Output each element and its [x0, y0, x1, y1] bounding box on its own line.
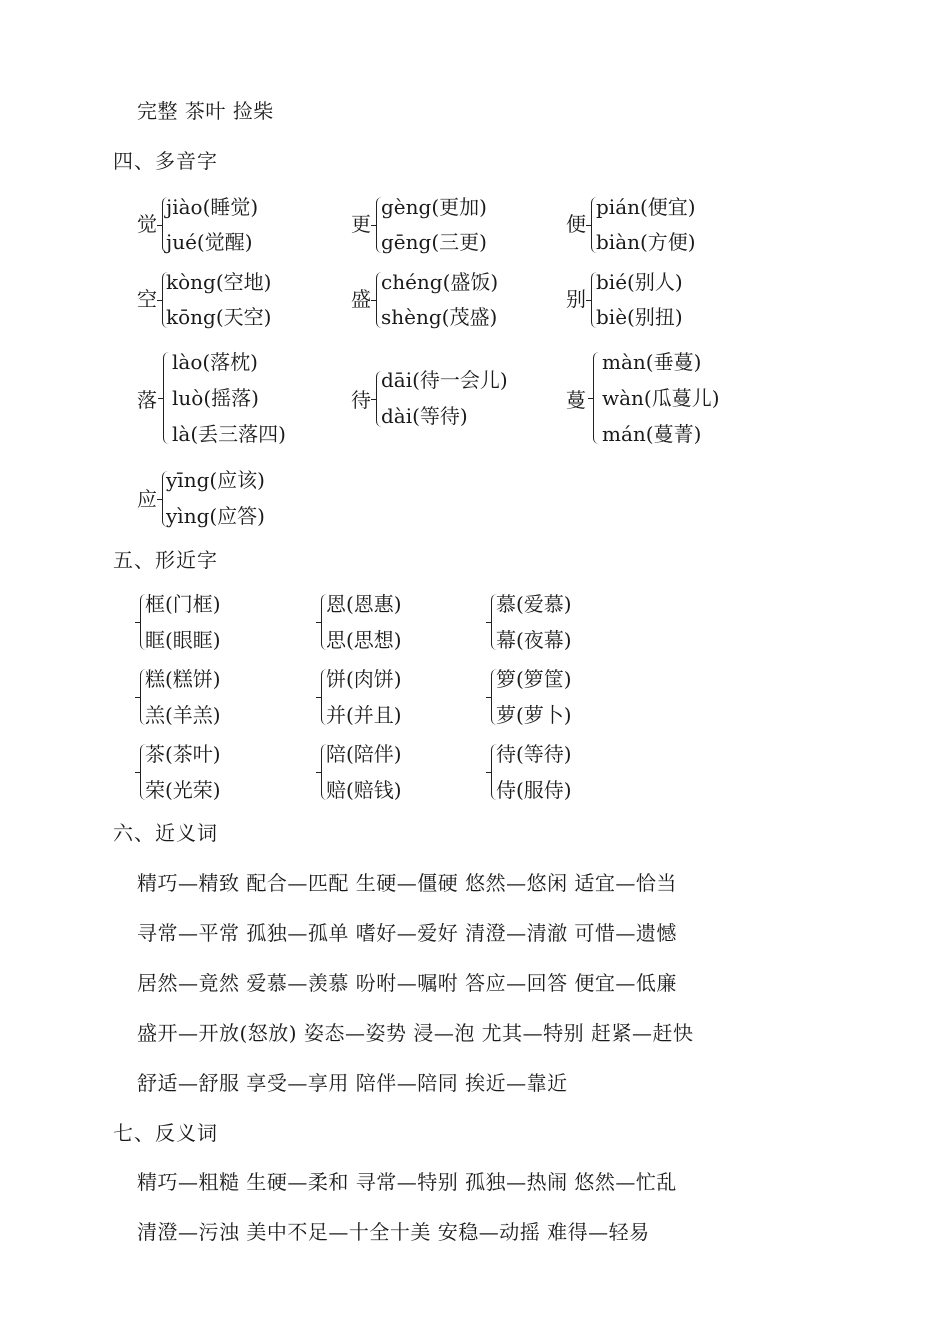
synonym-line: 精巧—精致 配合—匹配 生硬—僵硬 悠然—悠闲 适宜—恰当 [137, 871, 677, 895]
polyphone-char: 别 [566, 287, 586, 311]
polyphone-char: 空 [137, 287, 157, 311]
antonym-line: 精巧—粗糙 生硬—柔和 寻常—特别 孤独—热闹 悠然—忙乱 [137, 1170, 677, 1194]
reading: yīng(应该) [166, 468, 265, 492]
reading: pián(便宜) [596, 195, 696, 219]
reading: màn(垂蔓) [602, 350, 702, 374]
reading: gèng(更加) [381, 195, 487, 219]
similar-char-entry: 侍(服侍) [496, 778, 572, 802]
reading: kōng(天空) [166, 305, 272, 329]
polyphone-char: 蔓 [566, 388, 586, 412]
reading: là(丢三落四) [172, 422, 286, 446]
polyphone-char: 便 [566, 212, 586, 236]
similar-char-entry: 并(并且) [326, 703, 402, 727]
reading: yìng(应答) [166, 504, 265, 528]
brace [163, 352, 171, 444]
similar-char-entry: 幕(夜幕) [496, 628, 572, 652]
reading: gēng(三更) [381, 230, 487, 254]
section-heading-antonyms: 七、反义词 [113, 1121, 218, 1145]
similar-char-entry: 羔(羊羔) [145, 703, 221, 727]
similar-char-entry: 赔(赔钱) [326, 778, 402, 802]
polyphone-char: 盛 [351, 287, 371, 311]
similar-char-entry: 糕(糕饼) [145, 667, 221, 691]
similar-char-entry: 陪(陪伴) [326, 742, 402, 766]
reading: mán(蔓菁) [602, 422, 702, 446]
reading: kòng(空地) [166, 270, 272, 294]
similar-char-entry: 待(等待) [496, 742, 572, 766]
synonym-line: 舒适—舒服 享受—享用 陪伴—陪同 挨近—靠近 [137, 1071, 568, 1095]
reading: shèng(茂盛) [381, 305, 498, 329]
reading: dāi(待一会儿) [381, 368, 508, 392]
similar-char-entry: 箩(箩筐) [496, 667, 572, 691]
similar-char-entry: 思(思想) [326, 628, 402, 652]
similar-char-entry: 眶(眼眶) [145, 628, 221, 652]
similar-char-entry: 恩(恩惠) [326, 592, 402, 616]
top-word-line: 完整 茶叶 捡柴 [137, 99, 274, 123]
synonym-line: 居然—竟然 爱慕—羡慕 吩咐—嘱咐 答应—回答 便宜—低廉 [137, 971, 677, 995]
section-heading-similar-chars: 五、形近字 [113, 548, 218, 572]
polyphone-char: 待 [351, 388, 371, 412]
reading: lào(落枕) [172, 350, 258, 374]
polyphone-char: 落 [137, 388, 157, 412]
reading: jué(觉醒) [166, 230, 253, 254]
section-heading-polyphones: 四、多音字 [113, 149, 218, 173]
reading: biàn(方便) [596, 230, 696, 254]
reading: wàn(瓜蔓儿) [602, 386, 720, 410]
reading: biè(别扭) [596, 305, 683, 329]
synonym-line: 盛开—开放(怒放) 姿态—姿势 浸—泡 尤其—特别 赶紧—赶快 [137, 1021, 694, 1045]
similar-char-entry: 茶(茶叶) [145, 742, 221, 766]
polyphone-char: 更 [351, 212, 371, 236]
polyphone-char: 觉 [137, 212, 157, 236]
reading: chéng(盛饭) [381, 270, 499, 294]
antonym-line: 清澄—污浊 美中不足—十全十美 安稳—动摇 难得—轻易 [137, 1220, 650, 1244]
similar-char-entry: 框(门框) [145, 592, 221, 616]
reading: jiào(睡觉) [166, 195, 259, 219]
polyphone-char: 应 [137, 487, 157, 511]
section-heading-synonyms: 六、近义词 [113, 821, 218, 845]
brace [593, 352, 601, 444]
similar-char-entry: 饼(肉饼) [326, 667, 402, 691]
similar-char-entry: 慕(爱慕) [496, 592, 572, 616]
reading: dài(等待) [381, 404, 468, 428]
synonym-line: 寻常—平常 孤独—孤单 嗜好—爱好 清澄—清澈 可惜—遗憾 [137, 921, 677, 945]
similar-char-entry: 荣(光荣) [145, 778, 221, 802]
similar-char-entry: 萝(萝卜) [496, 703, 572, 727]
reading: luò(摇落) [172, 386, 259, 410]
reading: bié(别人) [596, 270, 683, 294]
